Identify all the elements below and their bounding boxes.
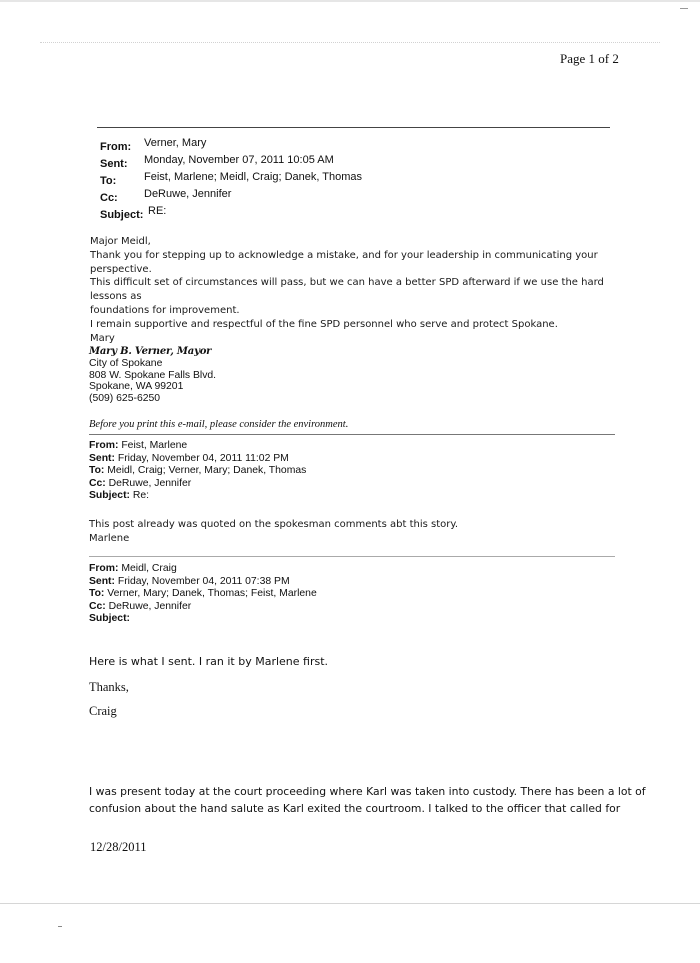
- message3-header: [89, 563, 317, 626]
- cc-value: DeRuwe, Jennifer: [144, 188, 232, 200]
- m2-cc-value: DeRuwe, Jennifer: [108, 477, 192, 489]
- signature-address1: 808 W. Spokane Falls Blvd.: [89, 369, 217, 381]
- m2-to-label: To:: [89, 465, 105, 476]
- page-number: Page 1 of 2: [560, 51, 619, 66]
- scan-right-mark: [680, 8, 688, 9]
- message1-line: This difficult set of circumstances will pass, but we can have a better SPD afterward if we use the hard lessons as: [90, 277, 604, 303]
- signature-phone: (509) 625-6250: [89, 393, 161, 405]
- m2-subject-value: Re:: [132, 490, 150, 501]
- m2-from-row: [89, 440, 306, 453]
- m2-sent-label: Sent:: [89, 452, 115, 464]
- from-value: Verner, Mary: [144, 137, 207, 149]
- message3-para-line: confusion about the hand salute as Karl exited the courtroom. I talked to the officer that called for: [89, 802, 621, 815]
- m2-to-value: Meidl, Craig; Verner, Mary; Danek, Thomas: [107, 465, 307, 476]
- m3-sent-value: Friday, November 04, 2011 07:38 PM: [117, 575, 290, 587]
- m3-sent-row: [89, 576, 317, 589]
- m2-sent-row: [89, 453, 306, 466]
- m2-cc-row: [89, 478, 306, 491]
- message1-line: Thank you for stepping up to acknowledge a mistake, and for your leadership in communicating your: [90, 249, 598, 261]
- scan-top-edge: [0, 0, 700, 2]
- m3-from-value: Meidl, Craig: [121, 563, 177, 574]
- m3-from-label: From:: [89, 563, 119, 574]
- header-to-row: [100, 171, 363, 187]
- message3-signoff-name: Craig: [89, 704, 117, 718]
- header-cc-row: [100, 188, 232, 204]
- message1-line: Major Meidl,: [90, 236, 151, 247]
- m3-sent-label: Sent:: [89, 575, 115, 587]
- message3-separator: [89, 556, 615, 557]
- m2-sent-value: Friday, November 04, 2011 11:02 PM: [117, 452, 289, 464]
- m3-from-row: [89, 563, 317, 576]
- scan-bottom-mark: [58, 926, 62, 927]
- message2-separator: [89, 434, 615, 435]
- m2-subject-label: Subject:: [89, 490, 130, 501]
- m3-to-value: Verner, Mary; Danek, Thomas; Feist, Marlene: [107, 588, 317, 599]
- print-date: 12/28/2011: [90, 840, 147, 854]
- from-label: From:: [100, 141, 132, 153]
- message1-line: I remain supportive and respectful of the fine SPD personnel who serve and protect Spokane.: [90, 318, 558, 330]
- m3-cc-row: [89, 601, 317, 614]
- message3-paragraph: [89, 783, 649, 817]
- to-label: To:: [100, 175, 117, 187]
- message1-body: [90, 235, 630, 345]
- message1-line: perspective.: [90, 263, 152, 275]
- header-sent-row: [100, 154, 334, 170]
- signature-org: City of Spokane: [89, 357, 163, 369]
- m3-subject-label: Subject:: [89, 613, 130, 624]
- subject-value: RE:: [148, 205, 167, 217]
- m2-cc-label: Cc:: [89, 477, 106, 489]
- m2-from-label: From:: [89, 440, 119, 451]
- m3-subject-row: [89, 613, 317, 626]
- eco-note: Before you print this e-mail, please consider the environment.: [89, 419, 349, 430]
- m3-cc-label: Cc:: [89, 600, 106, 612]
- message2-line: Marlene: [89, 532, 130, 544]
- message2-body: [89, 518, 458, 546]
- message3-thanks: Thanks,: [89, 680, 129, 694]
- signature-block: [89, 346, 216, 405]
- message3-intro: Here is what I sent. I ran it by Marlene first.: [89, 655, 329, 668]
- m2-subject-row: [89, 490, 306, 503]
- message1-line: foundations for improvement.: [90, 304, 240, 316]
- m3-to-row: [89, 588, 317, 601]
- m2-to-row: [89, 465, 306, 478]
- cc-label: Cc:: [100, 192, 118, 204]
- header-from-row: [100, 137, 207, 153]
- subject-label: Subject:: [100, 209, 144, 221]
- header-subject-row: [100, 205, 167, 221]
- message2-line: This post already was quoted on the spokesman comments abt this story.: [89, 519, 459, 530]
- signature-name: Mary B. Verner, Mayor: [89, 346, 212, 357]
- m3-cc-value: DeRuwe, Jennifer: [108, 600, 192, 612]
- message3-para-line: I was present today at the court proceeding where Karl was taken into custody. There has been a lot of: [89, 785, 646, 798]
- header-rule: [97, 127, 610, 128]
- m3-to-label: To:: [89, 588, 105, 599]
- scan-bottom-strip: [0, 903, 700, 963]
- signature-address2: Spokane, WA 99201: [89, 381, 184, 393]
- sent-label: Sent:: [100, 158, 128, 170]
- to-value: Feist, Marlene; Meidl, Craig; Danek, Thomas: [144, 171, 363, 183]
- message1-line: Mary: [90, 332, 115, 344]
- m2-from-value: Feist, Marlene: [121, 440, 188, 451]
- message2-header: [89, 440, 306, 503]
- scan-top-dotted-rule: [40, 42, 660, 43]
- sent-value: Monday, November 07, 2011 10:05 AM: [144, 154, 334, 166]
